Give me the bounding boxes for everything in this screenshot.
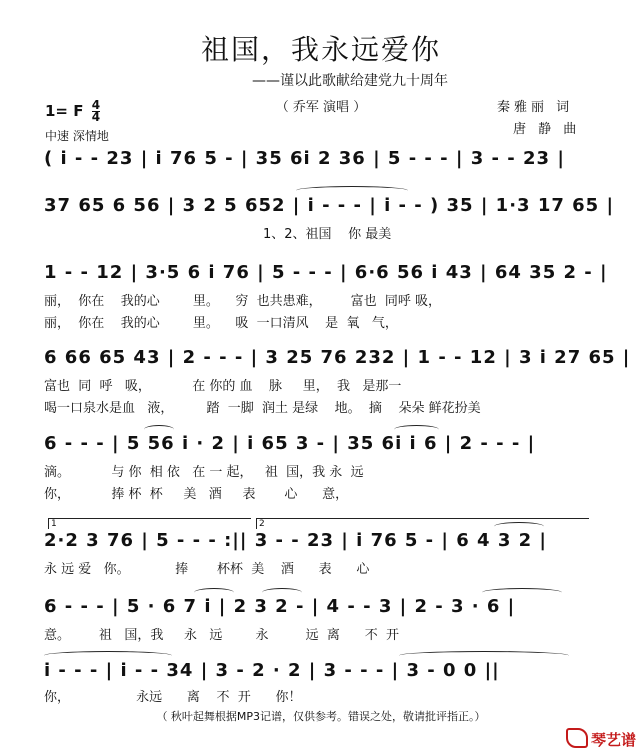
volta-bracket-2: 2 (256, 518, 589, 529)
singer-credit: （ 乔军 演唱 ） (275, 100, 367, 115)
site-logo (566, 728, 636, 750)
logo-text: 琴艺谱 (591, 731, 637, 749)
tie-arc (44, 651, 172, 660)
time-numerator: 4 (91, 98, 101, 112)
score-row-8 (44, 660, 596, 708)
tie-arc (296, 186, 408, 195)
time-signature (92, 100, 100, 123)
lyric-line-2: 喝一口泉水是血 液， 踏 一脚 润土 是绿 地。 摘 朵朵 鲜花扮美 (44, 401, 481, 416)
key-label: 1= F (45, 102, 84, 120)
lyric-line-1: 富也 同 呼 吸， 在 你的 血 脉 里， 我 是那一 (44, 379, 402, 394)
tempo-marking: 中速 深情地 (45, 129, 109, 143)
logo-mark-icon (566, 728, 588, 748)
key-signature (45, 100, 100, 123)
score-row-6 (44, 519, 596, 578)
song-subtitle: ——谨以此歌献给建党九十周年 (252, 73, 448, 89)
score-row-5 (44, 433, 596, 502)
time-denominator: 4 (91, 110, 101, 124)
notation-line: 6 - - - | 5 56 i · 2 | i 65 3 - | 35 6i i 6 | 2 - - - | (44, 433, 536, 454)
lyric-line-1: 丽， 你在 我的心 里。 穷 也共患难， 富也 同呼 吸， (44, 294, 441, 309)
volta-bracket-1: 1 (48, 518, 251, 529)
lyric-line-2: 丽， 你在 我的心 里。 吸 一口清风 是 氧 气， (44, 316, 398, 331)
notation-line: i - - - | i - - 34 | 3 - 2 · 2 | 3 - - - | 3 - 0 0 || (44, 660, 500, 681)
song-title: 祖国，我永远爱你 (200, 33, 441, 66)
lyric-line-1: 1、2、祖国 你 最美 (44, 227, 392, 242)
notation-line: ( i - - 23 | i 76 5 - | 35 6i 2 36 | 5 - - - | 3 - - 23 | (44, 148, 565, 169)
notation-line: 6 - - - | 5 · 6 7 i | 2 3 2 - | 4 - - 3 | 2 - 3 · 6 | (44, 596, 516, 617)
notation-line: 2·2 3 76 | 5 - - - :|| 3 - - 23 | i 76 5 - | 6 4 3 2 | (44, 530, 547, 551)
lyric-line-1: 滴。 与 你 相 依 在 一 起， 祖 国，我 永 远 (44, 465, 364, 480)
score-row-7 (44, 596, 596, 644)
lyric-line-1: 永 远 爱 你。 捧 杯杯 美 酒 表 心 (44, 562, 370, 577)
notation-line: 1 - - 12 | 3·5 6 i 76 | 5 - - - | 6·6 56 i 43 | 64 35 2 - | (44, 262, 608, 283)
lyric-line-1: 意。 祖 国，我 永 远 永 远 离 不 开 (44, 628, 399, 643)
lyricist-credit: 秦雅丽 词 (497, 100, 574, 115)
notation-line: 37 65 6 56 | 3 2 5 652 | i - - - | i - - ) 35 | 1·3 17 65 | (44, 195, 615, 216)
transcription-note: （ 秋叶起舞根据MP3记谱，仅供参考。错误之处，敬请批评指正。） (156, 710, 486, 723)
tie-arc (399, 651, 569, 660)
composer-credit: 唐 静 曲 (513, 122, 581, 137)
score-row-4 (44, 347, 631, 416)
lyric-line-2: 你， 捧 杯 杯 美 酒 表 心 意， (44, 487, 349, 502)
notation-line: 6 66 65 43 | 2 - - - | 3 25 76 232 | 1 - - 12 | 3 i 27 65 | (44, 347, 631, 368)
lyric-line-1: 你， 永远 离 不 开 你！ (44, 690, 302, 705)
score-row-2 (44, 195, 615, 243)
score-row-3 (44, 262, 608, 331)
